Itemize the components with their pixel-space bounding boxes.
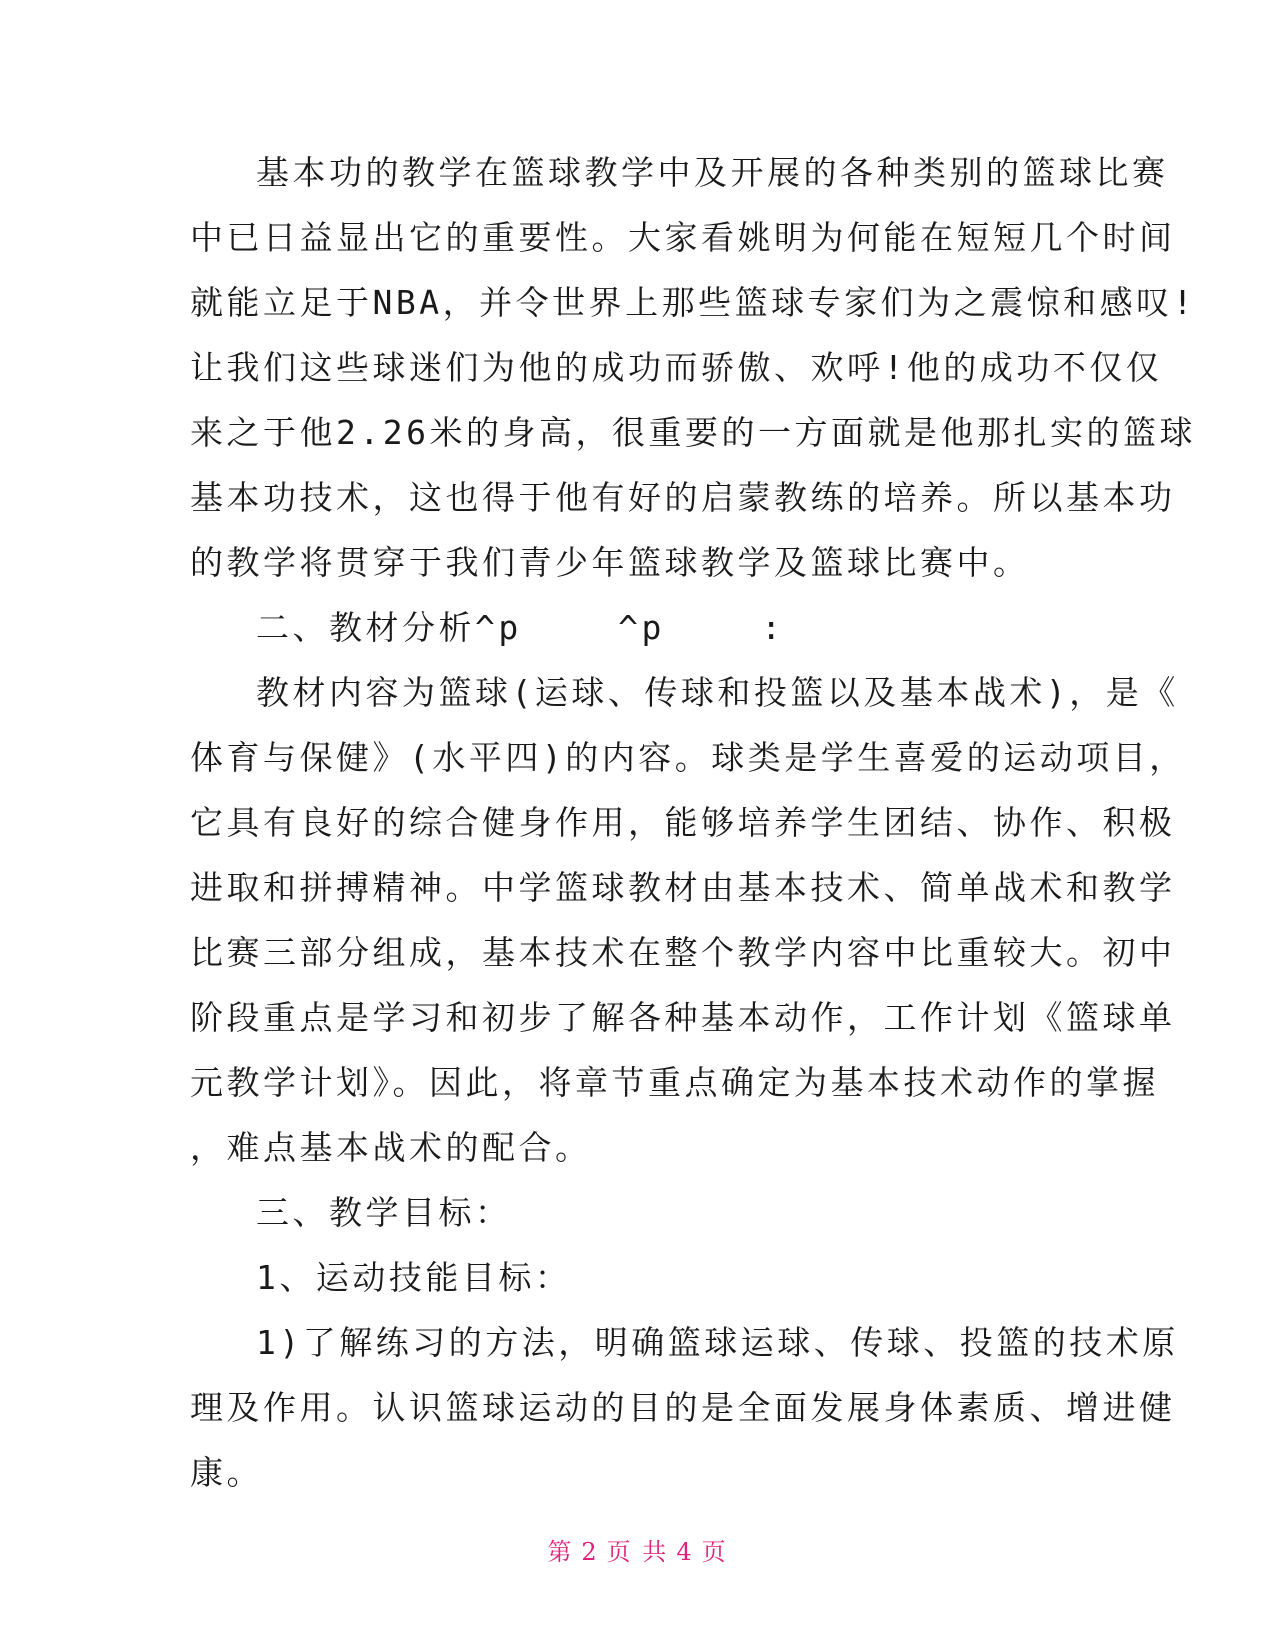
paragraph-line: 康。 [190, 1453, 263, 1492]
paragraph-line: 基本功技术，这也得于他有好的启蒙教练的培养。所以基本功 [190, 478, 1176, 517]
footer-middle: 页 共 [606, 1538, 669, 1566]
paragraph-line: 让我们这些球迷们为他的成功而骄傲、欢呼!他的成功不仅仅 [190, 348, 1163, 387]
paragraph-line: 1)了解练习的方法，明确篮球运球、传球、投篮的技术原 [256, 1323, 1179, 1362]
paragraph-line: 进取和拼搏精神。中学篮球教材由基本技术、简单战术和教学 [190, 868, 1176, 907]
paragraph-line: 元教学计划》。因此，将章节重点确定为基本技术动作的掌握 [190, 1063, 1159, 1102]
subsection-heading: 1、运动技能目标： [256, 1258, 572, 1297]
paragraph-line: 阶段重点是学习和初步了解各种基本动作，工作计划《篮球单 [190, 998, 1176, 1037]
paragraph-line: 中已日益显出它的重要性。大家看姚明为何能在短短几个时间 [190, 218, 1176, 257]
paragraph-line: 来之于他2.26米的身高，很重要的一方面就是他那扎实的篮球 [190, 413, 1196, 452]
page-footer [0, 1532, 1275, 1567]
paragraph-line: 体育与保健》(水平四)的内容。球类是学生喜爱的运动项目， [190, 738, 1186, 777]
body-text [190, 140, 1196, 1505]
footer-prefix: 第 [547, 1538, 574, 1566]
footer-suffix: 页 [701, 1538, 728, 1566]
footer-current-page: 2 [581, 1538, 599, 1566]
paragraph-line: 的教学将贯穿于我们青少年篮球教学及篮球比赛中。 [190, 543, 1030, 582]
paragraph-line: 理及作用。认识篮球运动的目的是全面发展身体素质、增进健 [190, 1388, 1176, 1427]
paragraph-line: 它具有良好的综合健身作用，能够培养学生团结、协作、积极 [190, 803, 1176, 842]
section-heading: 三、教学目标： [256, 1193, 512, 1232]
paragraph-line: 就能立足于NBA，并令世界上那些篮球专家们为之震惊和感叹! [190, 283, 1196, 322]
section-heading: 二、教材分析^p ^p : [256, 608, 785, 647]
paragraph-line: 教材内容为篮球(运球、传球和投篮以及基本战术)，是《 [256, 673, 1179, 712]
paragraph-line: ，难点基本战术的配合。 [190, 1128, 592, 1167]
paragraph-line: 比赛三部分组成，基本技术在整个教学内容中比重较大。初中 [190, 933, 1176, 972]
paragraph-line: 基本功的教学在篮球教学中及开展的各种类别的篮球比赛 [256, 153, 1169, 192]
footer-total-pages: 4 [676, 1538, 694, 1566]
